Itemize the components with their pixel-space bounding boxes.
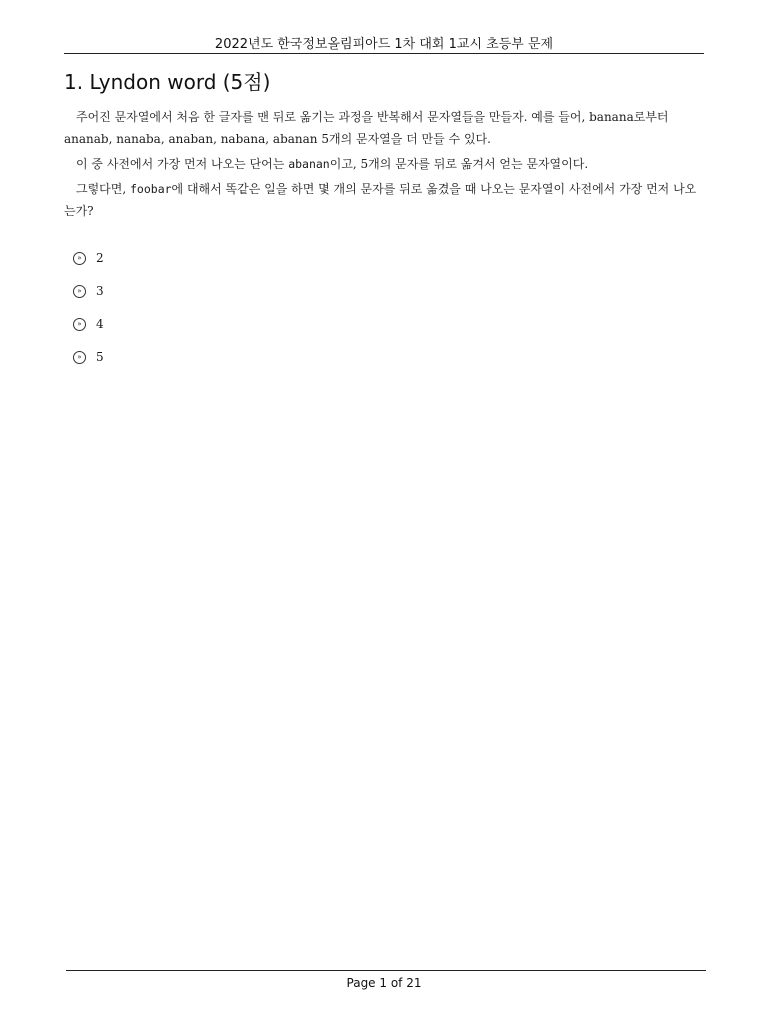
problem-paragraph-1: 주어진 문자열에서 처음 한 글자를 맨 뒤로 옮기는 과정을 반복해서 문자열들을 만들자. 예를 들어, banana로부터 ananab, nanaba, anaban, nabana, abanan 5개의 문자열을 더 만들 수 있다. [64, 110, 669, 146]
answer-choices [73, 248, 104, 380]
answer-choice-label: 2 [96, 251, 104, 265]
radio-button-icon[interactable]: » [73, 318, 86, 331]
problem-paragraph-3 [64, 178, 704, 222]
paragraph-2-code: abanan [288, 157, 330, 171]
answer-choice-1[interactable] [73, 248, 104, 281]
header-divider [64, 53, 704, 54]
problem-statement [64, 106, 704, 225]
paragraph-2-text-a: 이 중 사전에서 가장 먼저 나오는 단어는 [76, 157, 289, 171]
paragraph-2-text-b: 이고, 5개의 문자를 뒤로 옮겨서 얻는 문자열이다. [329, 157, 589, 171]
radio-button-icon[interactable]: » [73, 252, 86, 265]
answer-choice-2[interactable] [73, 281, 104, 314]
paragraph-3-code: foobar [130, 182, 172, 196]
problem-title: 1. Lyndon word (5점) [64, 70, 271, 94]
radio-button-icon[interactable]: » [73, 351, 86, 364]
answer-choice-label: 5 [96, 350, 104, 364]
footer-divider [66, 970, 706, 971]
radio-button-icon[interactable]: » [73, 285, 86, 298]
problem-paragraph-2 [64, 153, 704, 175]
page-number: Page 1 of 21 [346, 976, 422, 990]
answer-choice-3[interactable] [73, 314, 104, 347]
answer-choice-label: 4 [96, 317, 104, 331]
answer-choice-4[interactable] [73, 347, 104, 380]
page-header-title: 2022년도 한국정보올림피아드 1차 대회 1교시 초등부 문제 [214, 37, 554, 52]
paragraph-3-text-b: 에 대해서 똑같은 일을 하면 몇 개의 문자를 뒤로 옮겼을 때 나오는 문자열이 사전에서 가장 먼저 나오는가? [64, 182, 697, 218]
answer-choice-label: 3 [96, 284, 104, 298]
paragraph-3-text-a: 그렇다면, [76, 182, 130, 196]
